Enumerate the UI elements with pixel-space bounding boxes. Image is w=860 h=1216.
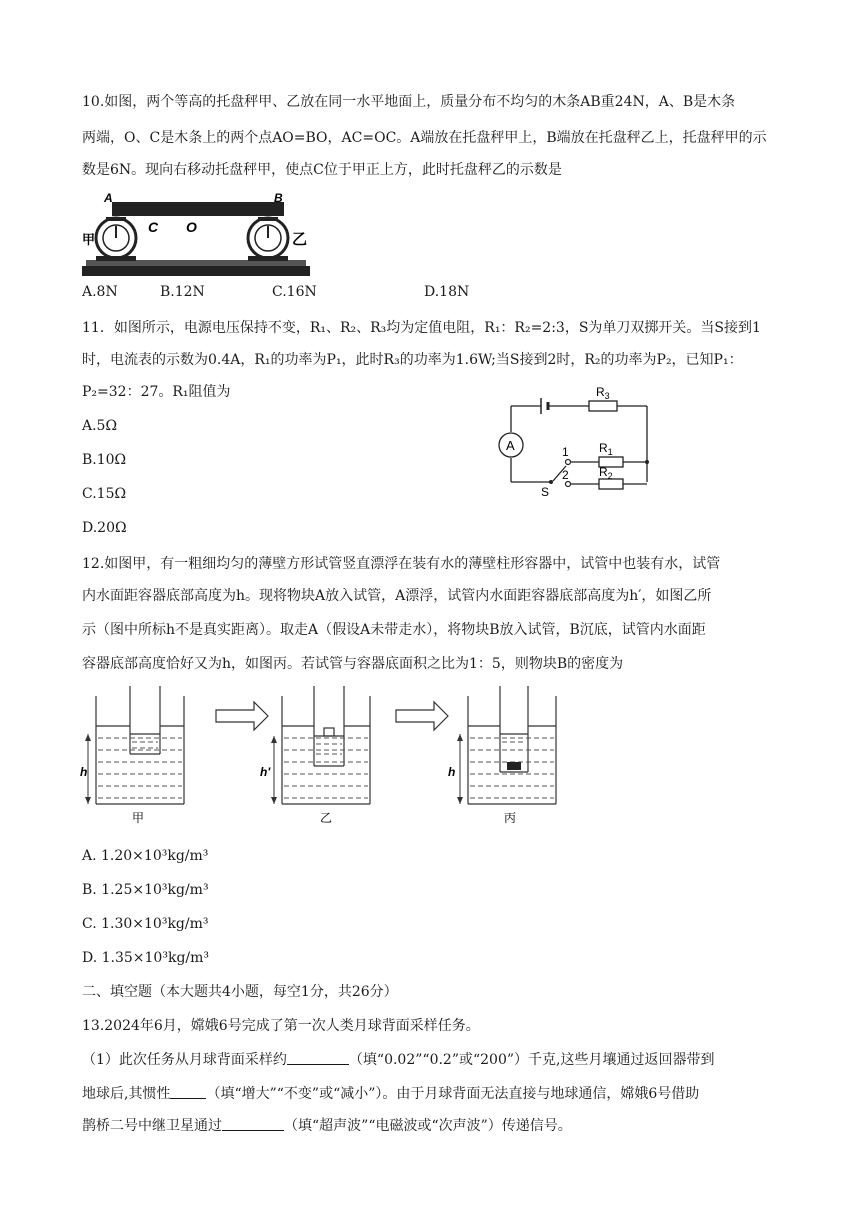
q13-part2-text-a: 地球后,其惯性 (82, 1086, 171, 1102)
q11-r3-sub: 3 (604, 391, 610, 401)
q11-option-b[interactable]: B.10Ω (82, 452, 127, 468)
q13-text-line-1: 13.2024年6月，嫦娥6号完成了第一次人类月球背面采样任务。 (82, 1018, 480, 1034)
q13-part1-line (82, 1050, 714, 1070)
q11-r1-sub: 1 (607, 447, 613, 457)
q11-option-a[interactable]: A.5Ω (82, 418, 118, 434)
q10-text-line-2: 两端，O、C是木条上的两个点AO=BO，AC=OC。A端放在托盘秤甲上，B端放在托盘秤乙上，托盘秤甲的示 (82, 130, 767, 146)
q10-option-b[interactable]: B.12N (160, 284, 205, 300)
q11-text-line-2: 时，电流表的示数为0.4A，R₁的功率为P₁，此时R₃的功率为1.6W;当S接到2时，R₂的功率为P₂，已知P₁： (82, 352, 743, 368)
q11-pos2-label: 2 (562, 468, 569, 482)
q10-label-yi: 乙 (292, 231, 308, 248)
q12-option-c[interactable]: C. 1.30×10³kg/m³ (82, 916, 209, 932)
q10-text-line-3: 数是6N。现向右移动托盘秤甲，使点C位于甲正上方，此时托盘秤乙的示数是 (82, 162, 562, 178)
q12-caption-jia: 甲 (132, 811, 145, 825)
q13-part3-line (82, 1116, 572, 1136)
svg-text:R1 (599, 441, 613, 457)
q10-label-b: B (274, 191, 283, 205)
q11-ammeter-label: A (506, 438, 515, 453)
q10-scale-figure (82, 192, 322, 282)
q10-text-line-1: 10.如图，两个等高的托盘秤甲、乙放在同一水平地面上，质量分布不均匀的木条AB重24N，A、B是木条 (82, 94, 736, 110)
q11-switch-label: S (541, 485, 550, 499)
q12-caption-bing: 丙 (504, 811, 517, 825)
q12-test-tube-figure (82, 686, 562, 828)
q11-option-d[interactable]: D.20Ω (82, 520, 127, 536)
q12-option-d[interactable]: D. 1.35×10³kg/m³ (82, 950, 210, 966)
q12-option-a[interactable]: A. 1.20×10³kg/m³ (82, 848, 209, 864)
q12-h-label-2: h′ (260, 765, 271, 779)
q12-option-b[interactable]: B. 1.25×10³kg/m³ (82, 882, 209, 898)
q10-label-a: A (104, 191, 113, 205)
q12-h-label-1: h (80, 765, 88, 779)
q11-text-line-3: P₂=32：27。R₁阻值为 (82, 384, 231, 400)
q12-text-line-3: 示（图中所标h不是真实距离）。取走A（假设A未带走水），将物块B放入试管，B沉底，试管内水面距 (82, 622, 706, 638)
q11-text-line-1: 11．如图所示，电源电压保持不变，R₁、R₂、R₃均为定值电阻，R₁：R₂=2:3，S为单刀双掷开关。当S接到1 (82, 320, 761, 336)
q13-part1-text-a: （1）此次任务从月球背面采样约 (82, 1052, 287, 1068)
svg-text:R3 (596, 385, 610, 401)
q12-caption-yi: 乙 (320, 811, 333, 825)
q13-part2-text-b: （填“增大”“不变”或“减小”）。由于月球背面无法直接与地球通信，嫦娥6号借助 (206, 1086, 700, 1102)
q13-part3-text-b: （填“超声波”“电磁波或“次声波”）传递信号。 (284, 1118, 572, 1134)
q13-part1-text-b: （填“0.02”“0.2”或“200”）千克,这些月壤通过返回器带到 (348, 1052, 715, 1068)
q11-r3-label: R (596, 385, 605, 399)
q12-text-line-4: 容器底部高度恰好又为h，如图丙。若试管与容器底面积之比为1：5，则物块B的密度为 (82, 656, 624, 672)
q10-label-o: O (186, 219, 197, 235)
section-heading-fill-blank: 二、填空题（本大题共4小题，每空1分，共26分） (82, 984, 398, 1000)
q13-blank-3[interactable] (222, 1116, 284, 1131)
q11-r2-sub: 2 (607, 471, 613, 481)
q13-part2-line (82, 1084, 699, 1104)
q10-option-c[interactable]: C.16N (272, 284, 317, 300)
q13-part3-text-a: 鹊桥二号中继卫星通过 (82, 1118, 222, 1134)
q11-option-c[interactable]: C.15Ω (82, 486, 127, 502)
q11-r2-label: R (599, 465, 608, 479)
q11-pos1-label: 1 (562, 445, 569, 459)
q10-option-a[interactable]: A.8N (82, 284, 118, 300)
q12-h-label-3: h (448, 765, 456, 779)
q12-text-line-2: 内水面距容器底部高度为h。现将物块A放入试管，A漂浮，试管内水面距容器底部高度为h′，如图乙所 (82, 588, 712, 604)
q10-label-c: C (148, 219, 159, 235)
q10-option-d[interactable]: D.18N (424, 284, 470, 300)
q10-label-jia: 甲 (82, 232, 96, 247)
q11-r1-label: R (599, 441, 608, 455)
q11-circuit-diagram (495, 386, 665, 498)
q13-blank-2[interactable] (170, 1084, 206, 1099)
q12-text-line-1: 12.如图甲，有一粗细均匀的薄壁方形试管竖直漂浮在装有水的薄壁柱形容器中，试管中也装有水，试管 (82, 556, 721, 572)
q13-blank-1[interactable] (287, 1050, 349, 1065)
